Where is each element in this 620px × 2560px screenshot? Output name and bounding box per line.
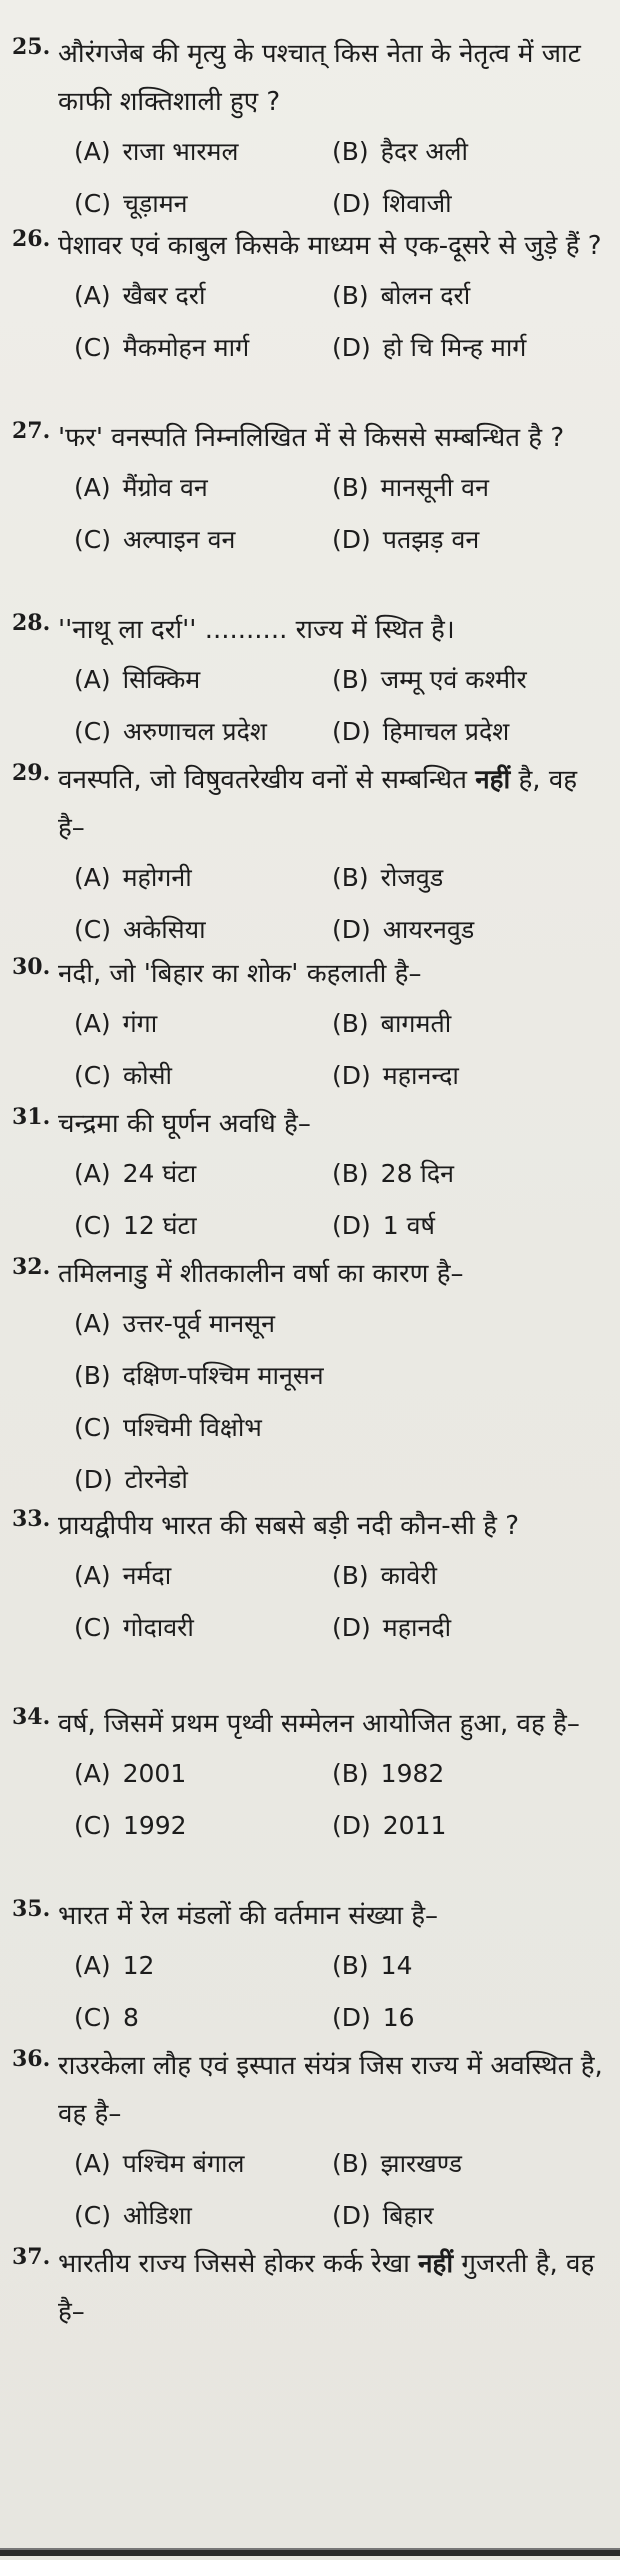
- option-a: (A) नर्मदा: [74, 1561, 172, 1590]
- option-c: (C) अरुणाचल प्रदेश: [74, 717, 267, 746]
- option-a: (A) पश्चिम बंगाल: [74, 2149, 245, 2178]
- option-a: (A) 12: [74, 1951, 155, 1980]
- option-d: (D) आयरनवुड: [332, 915, 475, 944]
- option-d: (D) महानन्दा: [332, 1061, 459, 1090]
- emphasis-word: नहीं: [475, 765, 511, 795]
- option-c: (C) मैकमोहन मार्ग: [74, 333, 250, 362]
- question-number: 37.: [12, 2244, 51, 2270]
- question-text: वर्ष, जिसमें प्रथम पृथ्वी सम्मेलन आयोजित हुआ, वह है–: [58, 1709, 580, 1739]
- option-c: (C) गोदावरी: [74, 1613, 194, 1642]
- option-d: (D) महानदी: [332, 1613, 452, 1642]
- question-number: 31.: [12, 1104, 51, 1130]
- option-b: (B) 28 दिन: [332, 1159, 455, 1188]
- question-number: 33.: [12, 1506, 51, 1532]
- option-d: (D) पतझड़ वन: [332, 525, 480, 554]
- option-b: (B) मानसूनी वन: [332, 473, 489, 502]
- question-35: [12, 1892, 610, 2044]
- question-27: [12, 414, 610, 566]
- option-c: (C) अकेसिया: [74, 915, 206, 944]
- question-28: [12, 606, 610, 758]
- question-26: [12, 222, 610, 374]
- question-text: नदी, जो 'बिहार का शोक' कहलाती है–: [58, 959, 422, 989]
- option-b: (B) बागमती: [332, 1009, 452, 1038]
- option-a: (A) सिक्किम: [74, 665, 201, 694]
- option-d: (D) शिवाजी: [332, 189, 452, 218]
- question-text: भारतीय राज्य जिससे होकर कर्क रेखा नहीं गुजरती है, वह है–: [58, 2249, 595, 2327]
- question-text: तमिलनाडु में शीतकालीन वर्षा का कारण है–: [58, 1259, 464, 1289]
- option-c: (C) 1992: [74, 1811, 187, 1840]
- question-text: प्रायद्वीपीय भारत की सबसे बड़ी नदी कौन-सी है ?: [58, 1511, 520, 1541]
- option-c: (C) पश्चिमी विक्षोभ: [74, 1413, 262, 1442]
- option-d: (D) 16: [332, 2003, 415, 2032]
- option-b: (B) झारखण्ड: [332, 2149, 462, 2178]
- question-number: 30.: [12, 954, 51, 980]
- question-text: ''नाथू ला दर्रा'' .......... राज्य में स्थित है।: [58, 615, 455, 645]
- option-b: (B) 1982: [332, 1759, 445, 1788]
- option-c: (C) 12 घंटा: [74, 1211, 197, 1240]
- question-number: 26.: [12, 226, 51, 252]
- option-c: (C) 8: [74, 2003, 139, 2032]
- option-c: (C) अल्पाइन वन: [74, 525, 236, 554]
- option-b: (B) बोलन दर्रा: [332, 281, 471, 310]
- option-a: (A) गंगा: [74, 1009, 158, 1038]
- option-d: (D) बिहार: [332, 2201, 434, 2230]
- option-b: (B) हैदर अली: [332, 137, 468, 166]
- question-number: 28.: [12, 610, 51, 636]
- emphasis-word: नहीं: [418, 2249, 454, 2279]
- option-a: (A) 24 घंटा: [74, 1159, 197, 1188]
- question-text: औरंगजेब की मृत्यु के पश्चात् किस नेता के नेतृत्व में जाट काफी शक्तिशाली हुए ?: [58, 39, 581, 117]
- question-33: [12, 1502, 610, 1654]
- question-number: 34.: [12, 1704, 51, 1730]
- option-b: (B) जम्मू एवं कश्मीर: [332, 665, 527, 694]
- question-number: 35.: [12, 1896, 51, 1922]
- question-29: [12, 756, 610, 956]
- question-text: राउरकेला लौह एवं इस्पात संयंत्र जिस राज्य में अवस्थित है, वह है–: [58, 2051, 603, 2129]
- option-a: (A) उत्तर-पूर्व मानसून: [74, 1309, 275, 1338]
- question-31: [12, 1100, 610, 1252]
- option-d: (D) टोरनेडो: [74, 1465, 188, 1494]
- option-b: (B) दक्षिण-पश्चिम मानूसन: [74, 1361, 324, 1390]
- option-b: (B) 14: [332, 1951, 413, 1980]
- question-text: भारत में रेल मंडलों की वर्तमान संख्या है–: [58, 1901, 439, 1931]
- option-d: (D) हो चि मिन्ह मार्ग: [332, 333, 527, 362]
- option-c: (C) चूड़ामन: [74, 189, 188, 218]
- option-d: (D) हिमाचल प्रदेश: [332, 717, 510, 746]
- option-a: (A) राजा भारमल: [74, 137, 239, 166]
- option-a: (A) मैंग्रोव वन: [74, 473, 208, 502]
- option-c: (C) कोसी: [74, 1061, 173, 1090]
- question-30: [12, 950, 610, 1102]
- question-text: चन्द्रमा की घूर्णन अवधि है–: [58, 1109, 311, 1139]
- question-32: [12, 1250, 610, 1506]
- option-a: (A) महोगनी: [74, 863, 192, 892]
- option-a: (A) 2001: [74, 1759, 187, 1788]
- option-d: (D) 2011: [332, 1811, 447, 1840]
- question-number: 29.: [12, 760, 51, 786]
- question-36: [12, 2042, 610, 2242]
- option-a: (A) खैबर दर्रा: [74, 281, 206, 310]
- option-d: (D) 1 वर्ष: [332, 1211, 435, 1240]
- option-c: (C) ओडिशा: [74, 2201, 192, 2230]
- page-bottom-rule: [0, 2548, 620, 2556]
- question-text: वनस्पति, जो विषुवतरेखीय वनों से सम्बन्धित नहीं है, वह है–: [58, 765, 578, 843]
- question-number: 27.: [12, 418, 51, 444]
- question-37: [12, 2240, 610, 2336]
- question-text: 'फर' वनस्पति निम्नलिखित में से किससे सम्बन्धित है ?: [58, 423, 565, 453]
- option-b: (B) कावेरी: [332, 1561, 437, 1590]
- question-number: 25.: [12, 34, 51, 60]
- question-number: 36.: [12, 2046, 51, 2072]
- question-number: 32.: [12, 1254, 51, 1280]
- option-b: (B) रोजवुड: [332, 863, 444, 892]
- question-34: [12, 1700, 610, 1852]
- question-text: पेशावर एवं काबुल किसके माध्यम से एक-दूसरे से जुड़े हैं ?: [58, 231, 602, 261]
- question-25: [12, 30, 610, 230]
